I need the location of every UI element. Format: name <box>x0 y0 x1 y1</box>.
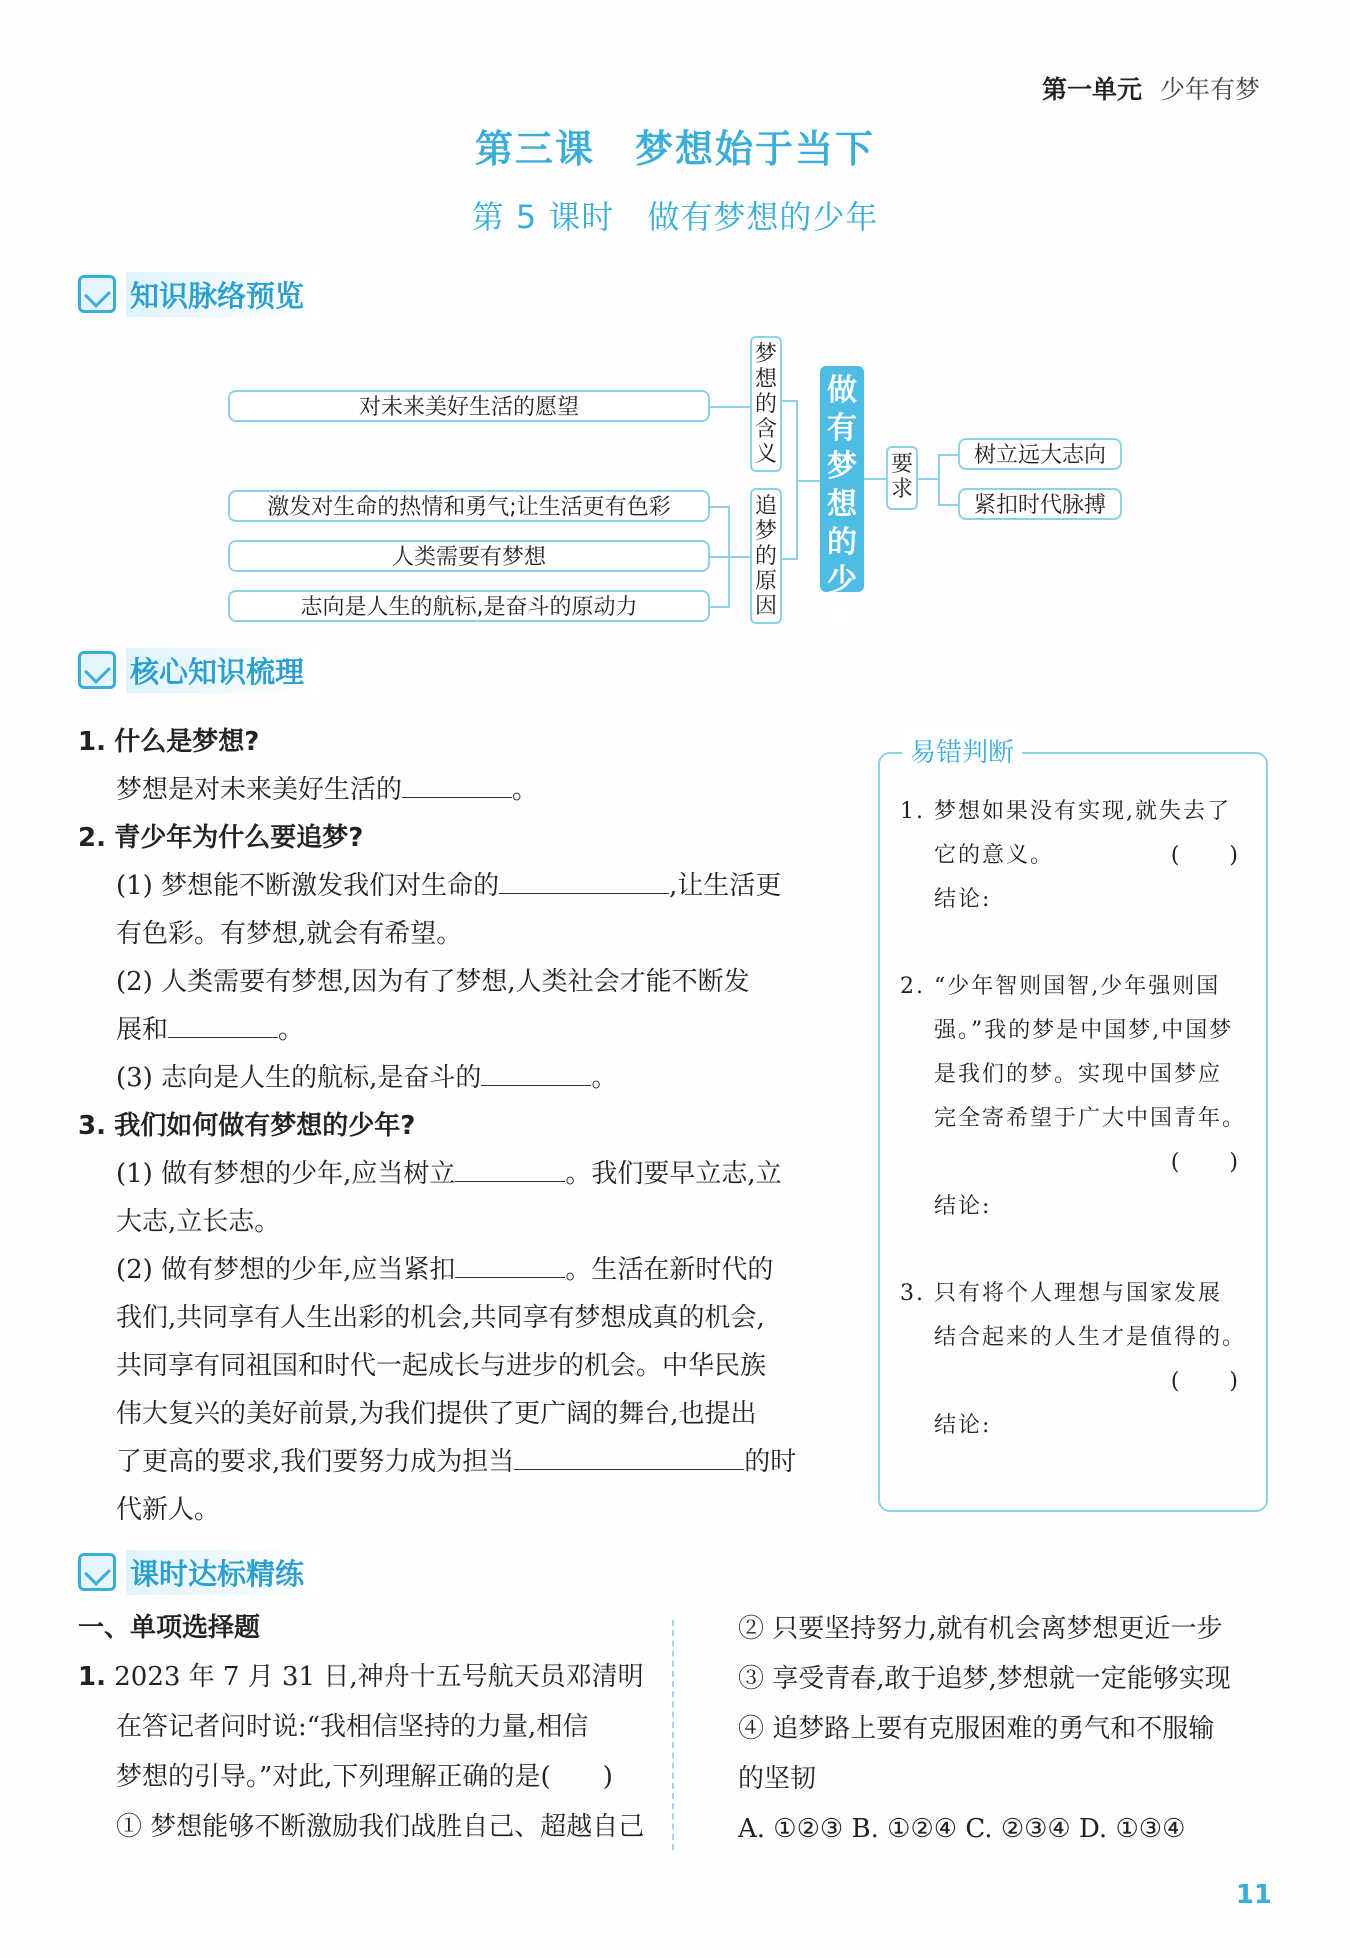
answer-text: 。 <box>512 775 539 805</box>
error-item-number: 3. <box>900 1281 925 1306</box>
reason-item-2: 人类需要有梦想 <box>228 540 710 572</box>
meaning-label <box>750 336 782 472</box>
connector <box>710 506 730 508</box>
core-q2-3 <box>78 1054 848 1102</box>
core-q3 <box>78 1102 848 1150</box>
answer-text: 。生活在新时代的 <box>565 1255 774 1285</box>
book-icon <box>78 275 116 313</box>
error-item-text: 它的意义。 <box>934 843 1055 868</box>
fill-blank[interactable] <box>514 1441 744 1470</box>
answer-text: (2) 做有梦想的少年,应当紧扣 <box>116 1255 456 1285</box>
core-q3-1-cont: 大志,立长志。 <box>116 1207 281 1237</box>
q-number: 1. <box>78 1662 106 1692</box>
error-item-line: 强。”我的梦是中国梦,中国梦 <box>934 1018 1234 1043</box>
error-item-number: 1. <box>900 799 925 824</box>
error-item-2 <box>900 965 1250 1229</box>
answer-text: 的时 <box>744 1447 797 1477</box>
connector <box>796 480 820 482</box>
answer-paren[interactable]: ( ) <box>1170 1369 1240 1394</box>
connector <box>918 478 938 480</box>
core-q1-answer <box>78 766 848 814</box>
fill-blank[interactable] <box>455 1249 565 1278</box>
option-4: ④ 追梦路上要有克服困难的勇气和不服输 <box>738 1714 1215 1744</box>
connector <box>938 454 958 456</box>
connector <box>938 504 958 506</box>
answer-text: 梦想是对未来美好生活的 <box>116 775 403 805</box>
error-item-number: 2. <box>900 974 925 999</box>
section-preview-heading <box>78 270 320 318</box>
page-number: 11 <box>1235 1880 1272 1910</box>
answer-text: 。我们要早立志,立 <box>565 1159 782 1189</box>
section-practice-label: 课时达标精练 <box>126 1550 320 1595</box>
core-q2-1-cont: 有色彩。有梦想,就会有希望。 <box>116 919 463 949</box>
core-q2-1 <box>78 862 848 910</box>
connector <box>782 400 796 402</box>
answer-text: (3) 志向是人生的航标,是奋斗的 <box>116 1063 482 1093</box>
section-core-heading <box>78 646 320 694</box>
core-q2 <box>78 814 848 862</box>
option-2: ② 只要坚持努力,就有机会离梦想更近一步 <box>738 1614 1223 1644</box>
practice-q1-line <box>78 1652 668 1702</box>
error-item-line <box>900 834 1250 878</box>
section-practice-heading <box>78 1548 320 1596</box>
connector <box>710 606 730 608</box>
core-q3-1 <box>78 1150 848 1198</box>
reason-item-3: 志向是人生的航标,是奋斗的原动力 <box>228 590 710 622</box>
core-q2-2-cont <box>78 1006 848 1054</box>
error-item-line <box>900 1272 1250 1316</box>
fill-blank[interactable] <box>402 769 512 798</box>
require-label-text: 要求 <box>891 452 914 502</box>
answer-text: (1) 做有梦想的少年,应当树立 <box>116 1159 456 1189</box>
error-item-text: 只有将个人理想与国家发展 <box>934 1281 1223 1306</box>
reason-item-1: 激发对生命的热情和勇气;让生活更有色彩 <box>228 490 710 522</box>
fill-blank[interactable] <box>499 865 669 894</box>
q-text: 什么是梦想? <box>114 727 260 757</box>
q-number: 2. <box>78 823 106 853</box>
error-item-text: “少年智则国智,少年强则国 <box>934 974 1221 999</box>
error-item-line: 是我们的梦。实现中国梦应 <box>934 1062 1223 1087</box>
error-item-line: 结合起来的人生才是值得的。 <box>934 1325 1247 1350</box>
core-q3-2-l4: 伟大复兴的美好前景,为我们提供了更广阔的舞台,也提出 <box>116 1399 757 1429</box>
core-q3-2-l3: 共同享有同祖国和时代一起成长与进步的机会。中华民族 <box>116 1351 767 1381</box>
practice-q1-line: 梦想的引导。”对此,下列理解正确的是( ) <box>116 1762 613 1792</box>
center-topic <box>820 366 864 636</box>
require-label <box>886 446 918 510</box>
core-q2-2: (2) 人类需要有梦想,因为有了梦想,人类社会才能不断发 <box>116 967 750 997</box>
core-questions <box>78 718 848 1534</box>
practice-right <box>738 1604 1278 1854</box>
answer-text: (1) 梦想能不断激发我们对生命的 <box>116 871 500 901</box>
q-text: 2023 年 7 月 31 日,神舟十五号航天员邓清明 <box>114 1662 644 1692</box>
answer-text: ,让生活更 <box>669 871 782 901</box>
answer-choices[interactable]: A. ①②③ B. ①②④ C. ②③④ D. ①③④ <box>738 1814 1186 1844</box>
checkbox-icon <box>78 651 116 689</box>
error-item-line <box>900 1141 1250 1185</box>
error-item-text: 梦想如果没有实现,就失去了 <box>934 799 1231 824</box>
q-text: 青少年为什么要追梦? <box>114 823 364 853</box>
unit-number: 第一单元 <box>1041 75 1142 104</box>
error-item-line <box>900 790 1250 834</box>
core-q3-2-l2: 我们,共同享有人生出彩的机会,共同享有梦想成真的机会, <box>116 1303 765 1333</box>
column-divider <box>672 1620 674 1850</box>
answer-text: 了更高的要求,我们要努力成为担当 <box>116 1447 515 1477</box>
answer-paren[interactable]: ( ) <box>1170 843 1240 868</box>
core-q1 <box>78 718 848 766</box>
period-title: 第 5 课时 做有梦想的少年 <box>471 198 879 236</box>
fill-blank[interactable] <box>481 1057 591 1086</box>
connector <box>864 478 886 480</box>
option-1: ① 梦想能够不断激励我们战胜自己、超越自己 <box>116 1812 645 1842</box>
option-3: ③ 享受青春,敢于追梦,梦想就一定能够实现 <box>738 1664 1231 1694</box>
reason-label-text: 追梦的原因 <box>755 494 778 619</box>
connector <box>710 406 750 408</box>
require-item-2: 紧扣时代脉搏 <box>958 488 1122 520</box>
unit-title: 少年有梦 <box>1159 75 1260 104</box>
part-title: 一、单项选择题 <box>78 1613 261 1643</box>
answer-text: 。 <box>591 1063 618 1093</box>
section-preview-label: 知识脉络预览 <box>126 272 320 317</box>
error-item-line <box>900 1360 1250 1404</box>
meaning-label-text: 梦想的含义 <box>755 342 778 467</box>
bracket-line <box>938 454 940 504</box>
fill-blank[interactable] <box>455 1153 565 1182</box>
error-judge-title: 易错判断 <box>902 732 1022 769</box>
conclusion-label: 结论: <box>934 887 992 912</box>
unit-header <box>1042 70 1260 106</box>
error-item-1 <box>900 790 1250 922</box>
reason-label <box>750 488 782 624</box>
lesson-title: 第三课 梦想始于当下 <box>474 127 875 171</box>
section-core-label: 核心知识梳理 <box>126 648 320 693</box>
q-text: 我们如何做有梦想的少年? <box>114 1111 416 1141</box>
core-q3-2-l5 <box>78 1438 848 1486</box>
option-4-cont: 的坚韧 <box>738 1764 817 1794</box>
core-q3-2 <box>78 1246 848 1294</box>
meaning-item: 对未来美好生活的愿望 <box>228 390 710 422</box>
error-item-line <box>900 965 1250 1009</box>
fill-blank[interactable] <box>168 1009 278 1038</box>
connector <box>710 556 750 558</box>
conclusion-label: 结论: <box>934 1413 992 1438</box>
practice-q1-line: 在答记者问时说:“我相信坚持的力量,相信 <box>116 1712 589 1742</box>
q-number: 3. <box>78 1111 106 1141</box>
error-item-3 <box>900 1272 1250 1448</box>
require-item-1: 树立远大志向 <box>958 438 1122 470</box>
answer-text: 。 <box>278 1015 305 1045</box>
conclusion-label: 结论: <box>934 1194 992 1219</box>
pencil-icon <box>78 1553 116 1591</box>
answer-paren[interactable]: ( ) <box>1170 1150 1240 1175</box>
error-item-line: 完全寄希望于广大中国青年。 <box>934 1106 1247 1131</box>
practice-left <box>78 1604 668 1852</box>
core-q3-2-l6: 代新人。 <box>116 1495 221 1525</box>
center-topic-text: 做有梦想的少年 <box>827 373 857 636</box>
connector <box>782 558 796 560</box>
q-number: 1. <box>78 727 106 757</box>
answer-text: 展和 <box>116 1015 169 1045</box>
